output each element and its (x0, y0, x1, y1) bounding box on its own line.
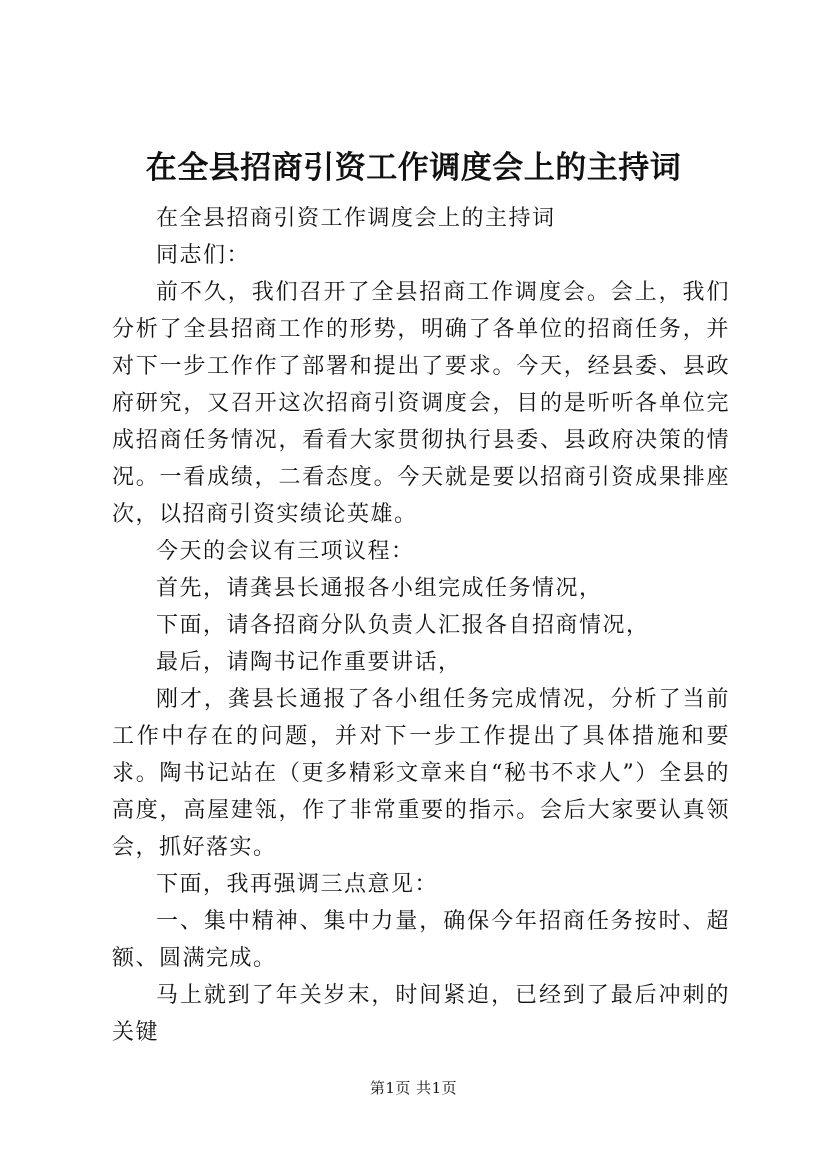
document-title: 在全县招商引资工作调度会上的主持词 (145, 150, 682, 186)
paragraph-summary: 刚才，龚县长通报了各小组任务完成情况，分析了当前工作中存在的问题，并对下一步工作提出了具体措施和要求。陶书记站在（更多精彩文章来自“秘书不求人”）全县的高度，高屋建瓴，作了非常重要的指示。会后大家要认真领会，抓好落实。 (112, 687, 730, 860)
paragraph-salutation: 同志们： (156, 243, 251, 268)
document-body (112, 200, 730, 1051)
paragraph-subtitle: 在全县招商引资工作调度会上的主持词 (156, 206, 556, 231)
paragraph-agenda-item-1: 首先，请龚县长通报各小组完成任务情况， (156, 576, 603, 601)
paragraph-agenda-item-2: 下面，请各招商分队负责人汇报各自招商情况， (156, 613, 650, 638)
paragraph-intro: 前不久，我们召开了全县招商工作调度会。会上，我们分析了全县招商工作的形势，明确了各单位的招商任务，并对下一步工作作了部署和提出了要求。今天，经县委、县政府研究，又召开这次招商引资调度会，目的是听听各单位完成招商任务情况，看看大家贯彻执行县委、县政府决策的情况。一看成绩，二看态度。今天就是要以招商引资成果排座次，以招商引资实绩论英雄。 (112, 280, 730, 527)
paragraph-emphasis-intro: 下面，我再强调三点意见： (156, 872, 439, 897)
paragraph-point-1-body: 马上就到了年关岁末，时间紧迫，已经到了最后冲刺的关键 (112, 983, 730, 1045)
paragraph-point-1: 一、集中精神、集中力量，确保今年招商任务按时、超额、圆满完成。 (112, 909, 730, 971)
page-footer: 第1页 共1页 (369, 1079, 458, 1097)
paragraph-agenda-item-3: 最后，请陶书记作重要讲话， (156, 650, 462, 675)
paragraph-agenda: 今天的会议有三项议程： (156, 539, 415, 564)
